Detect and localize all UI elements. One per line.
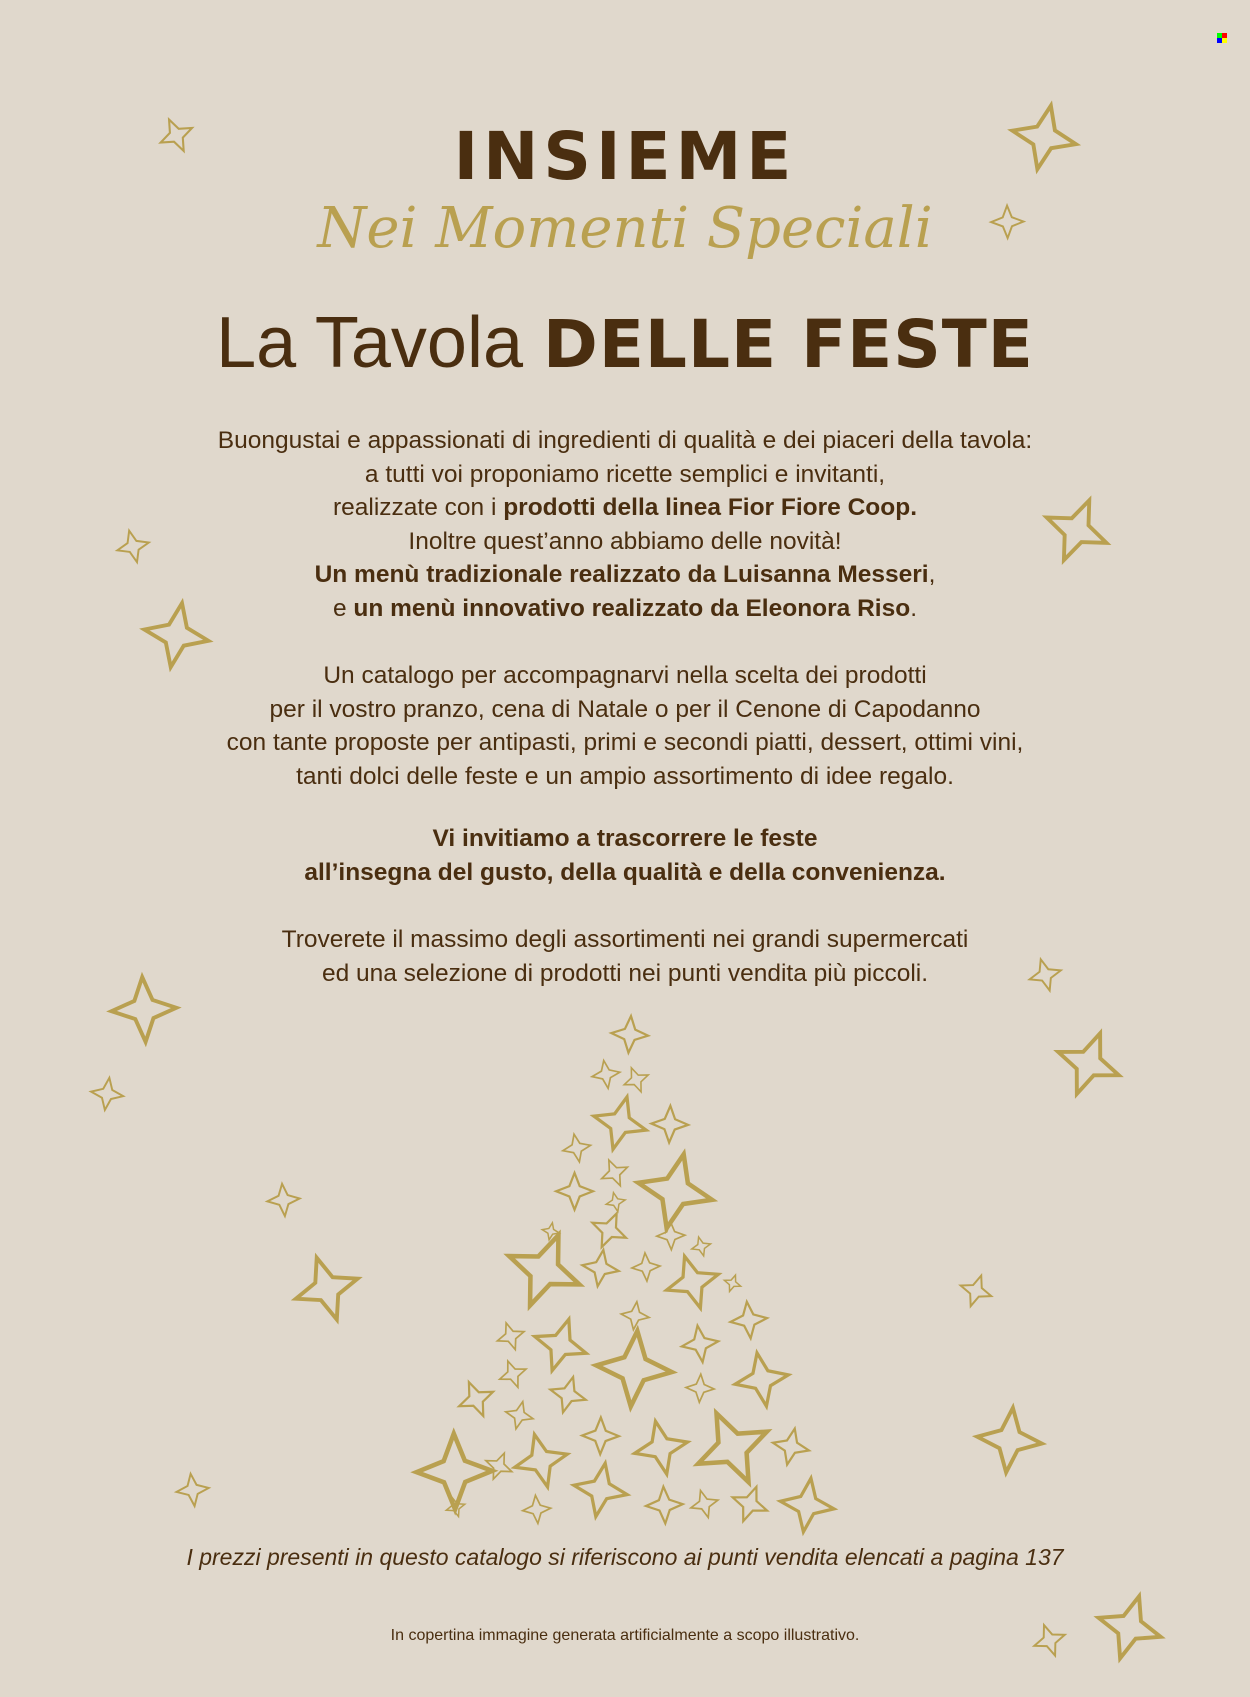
star-icon (560, 1132, 593, 1165)
star-icon (955, 1270, 996, 1311)
star-icon (729, 1300, 769, 1340)
intro-line: Inoltre quest’anno abbiamo delle novità! (408, 527, 842, 555)
intro-line (0, 558, 1250, 592)
color-marker-icon (1217, 33, 1227, 43)
star-icon (687, 1487, 722, 1522)
star-icon (585, 1206, 634, 1255)
star-icon (1047, 1022, 1131, 1106)
invite-paragraph (0, 822, 1250, 889)
subtitle: Nei Momenti Speciali (317, 196, 933, 261)
intro-line (0, 491, 1250, 525)
star-icon (769, 1425, 813, 1469)
text-bold: prodotti della linea Fior Fiore Coop. (503, 494, 918, 522)
title: INSIEME (453, 118, 797, 195)
star-icon (579, 1247, 621, 1289)
heading-light: La Tavola (216, 303, 524, 383)
catalog-line: con tante proposte per antipasti, primi e secondi piatti, dessert, ottimi vini, (226, 729, 1024, 757)
text: . (910, 594, 918, 622)
star-icon (416, 1433, 493, 1510)
prices-note: I prezzi presenti in questo catalogo si riferiscono ai punti vendita elencati a pagina 137 (186, 1544, 1064, 1570)
star-icon (582, 1417, 619, 1454)
star-icon (556, 1173, 593, 1210)
star-icon (726, 1480, 774, 1528)
star-icon (593, 1328, 675, 1410)
star-icon (974, 1404, 1045, 1475)
star-icon (685, 1373, 715, 1403)
star-icon (596, 1154, 633, 1191)
page-heading (0, 302, 1250, 384)
star-icon (721, 1272, 743, 1294)
catalog-line: Un catalogo per accompagnarvi nella scelta dei prodotti (323, 662, 927, 689)
star-icon (651, 1105, 689, 1143)
text-bold: Un menù tradizionale realizzato da Luisanna Messeri (314, 561, 929, 589)
star-icon (493, 1318, 529, 1354)
assortment-line: Troverete il massimo degli assortimenti nei grandi supermercati (281, 926, 969, 953)
text: realizzate con i (332, 494, 504, 522)
star-icon (777, 1475, 838, 1536)
star-icon (495, 1356, 531, 1392)
invite-line: all’insegna del gusto, della qualità e della convenienza. (304, 858, 946, 886)
intro-paragraph (0, 424, 1250, 626)
star-icon (89, 1076, 126, 1113)
star-icon (521, 1494, 551, 1524)
star-icon (619, 1300, 650, 1331)
star-icon (452, 1375, 500, 1423)
catalog-paragraph (0, 659, 1250, 793)
star-icon (630, 1146, 721, 1237)
star-icon (266, 1182, 301, 1217)
star-icon (679, 1323, 721, 1365)
star-icon (495, 1221, 594, 1320)
text: , (928, 561, 936, 589)
star-icon (175, 1472, 211, 1508)
star-icon (629, 1416, 693, 1480)
catalog-line: per il vostro pranzo, cena di Natale o per il Cenone di Capodanno (269, 695, 981, 723)
star-icon (610, 1015, 649, 1054)
text-bold: un menù innovativo realizzato da Eleonora Riso (353, 594, 911, 622)
star-icon (604, 1190, 627, 1213)
intro-line: a tutti voi proponiamo ricette semplici e invitanti, (364, 460, 886, 488)
heading-bold: DELLE FESTE (543, 306, 1034, 383)
star-icon (502, 1398, 536, 1432)
star-icon (526, 1311, 594, 1379)
intro-line: Buongustai e appassionati di ingredienti di qualità e dei piaceri della tavola: (217, 427, 1033, 454)
star-icon (569, 1459, 632, 1522)
assortment-line: ed una selezione di prodotti nei punti vendita più piccoli. (321, 959, 929, 987)
star-icon (645, 1486, 684, 1525)
invite-line: Vi invitiamo a trascorrere le feste (432, 825, 818, 852)
star-icon (682, 1397, 783, 1498)
star-icon (590, 1058, 622, 1090)
catalog-line: tanti dolci delle feste e un ampio assortimento di idee regalo. (296, 762, 954, 790)
star-icon (730, 1348, 793, 1411)
star-icon (619, 1063, 653, 1097)
assortment-paragraph (0, 923, 1250, 990)
star-icon (659, 1248, 727, 1316)
text: e (332, 594, 354, 622)
star-icon (631, 1252, 661, 1282)
star-icon (587, 1090, 653, 1156)
star-icon (689, 1235, 713, 1259)
cover-note: In copertina immagine generata artificialmente a scopo illustrativo. (390, 1627, 860, 1644)
star-icon (545, 1372, 591, 1418)
intro-line (0, 592, 1250, 626)
star-icon (286, 1248, 368, 1330)
star-icon (508, 1428, 574, 1494)
